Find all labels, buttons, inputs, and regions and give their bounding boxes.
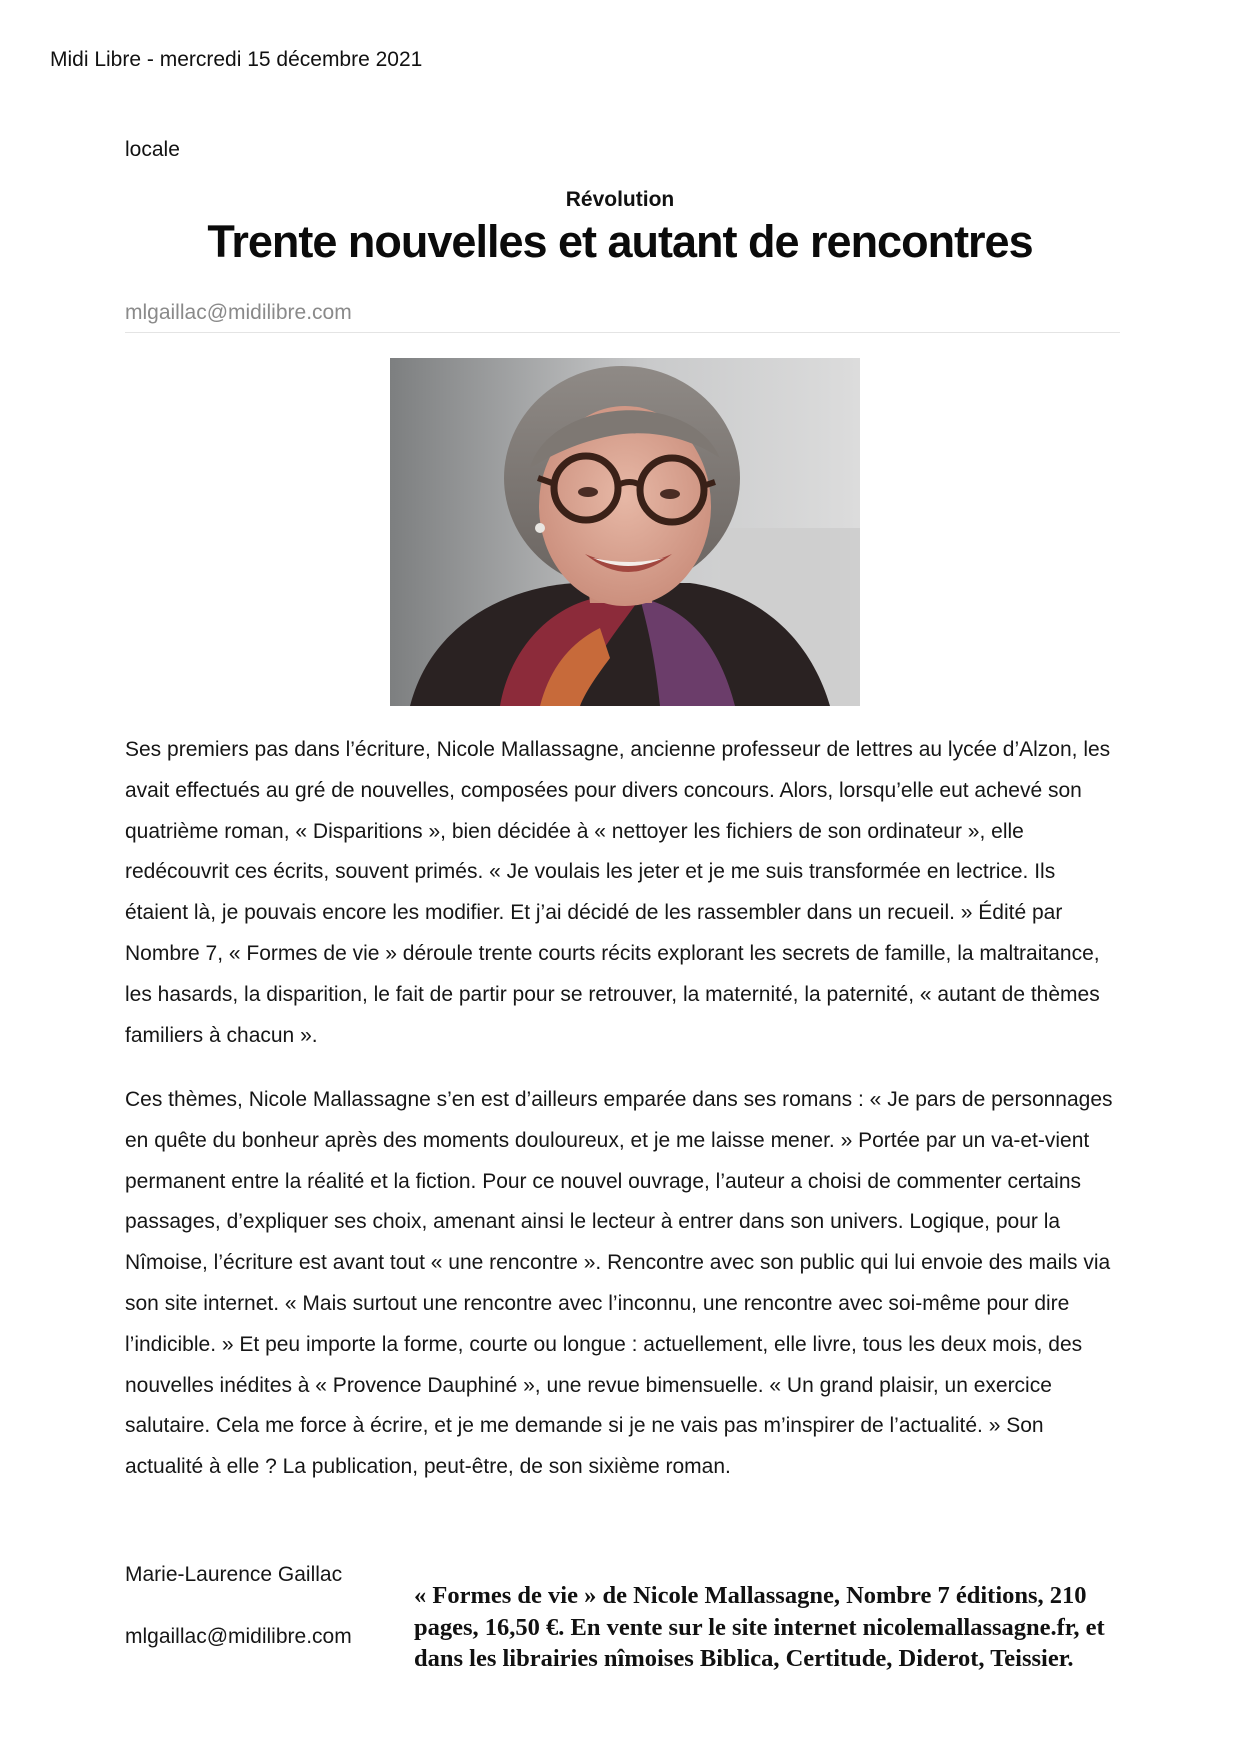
publication-date-header: Midi Libre - mercredi 15 décembre 2021 — [50, 48, 423, 71]
signature-email: mlgaillac@midilibre.com — [125, 1625, 352, 1648]
author-signature: Marie-Laurence Gaillac — [125, 1563, 343, 1586]
section-label: locale — [125, 138, 180, 161]
headline: Trente nouvelles et autant de rencontres — [207, 216, 1033, 267]
article-paragraph-1: Ses premiers pas dans l’écriture, Nicole Mallassagne, ancienne professeur de lettres au lycée d’Alzon, les avait effectués au gré de nouvelles, composées pour divers concours. Alors, lorsqu’elle eut achevé son quatrième roman, « Disparitions », bien décidée à « nettoyer les fichiers de son ordinateur », elle redécouvrit ces écrits, souvent primés. « Je voulais les jeter et je me suis transformée en lectrice. Ils étaient là, je pouvais encore les modifier. Et j’ai décidé de les rassembler dans un recueil. » Édité par Nombre 7, « Formes de vie » déroule trente courts récits explorant les secrets de famille, la maltraitance, les hasards, la disparition, le fait de partir pour se retrouver, la maternité, la paternité, « autant de thèmes familiers à chacun ». — [125, 738, 1111, 1047]
article-paragraph-2: Ces thèmes, Nicole Mallassagne s’en est d’ailleurs emparée dans ses romans : « Je pars de personnages en quête du bonheur après des moments douloureux, et je me laisse mener. » Portée par un va-et-vient permanent entre la réalité et la fiction. Pour ce nouvel ouvrage, l’auteur a choisi de commenter certains passages, d’expliquer ses choix, amenant ainsi le lecteur à entrer dans son univers. Logique, pour la Nîmoise, l’écriture est avant tout « une rencontre ». Rencontre avec son public qui lui envoie des mails via son site internet. « Mais surtout une rencontre avec l’inconnu, une rencontre avec soi-même pour dire l’indicible. » Et peu importe la forme, courte ou longue : actuellement, elle livre, tous les deux mois, des nouvelles inédites à « Provence Dauphiné », une revue bimensuelle. « Un grand plaisir, un exercice salutaire. Cela me force à écrire, et je me demande si je ne vais pas m’inspirer de l’actualité. » Son actualité à elle ? La publication, peut-être, de son sixième roman. — [125, 1088, 1113, 1479]
book-info-box: « Formes de vie » de Nicole Mallassagne, Nombre 7 éditions, 210 pages, 16,50 €. En vente sur le site internet nicolemallassagne.fr, et dans les librairies nîmoises Biblica, Certitude, Diderot, Teissier. — [414, 1582, 1105, 1672]
portrait-photo — [390, 358, 860, 706]
author-email: mlgaillac@midilibre.com — [125, 301, 352, 324]
divider — [125, 332, 1120, 333]
kicker: Révolution — [565, 188, 675, 211]
